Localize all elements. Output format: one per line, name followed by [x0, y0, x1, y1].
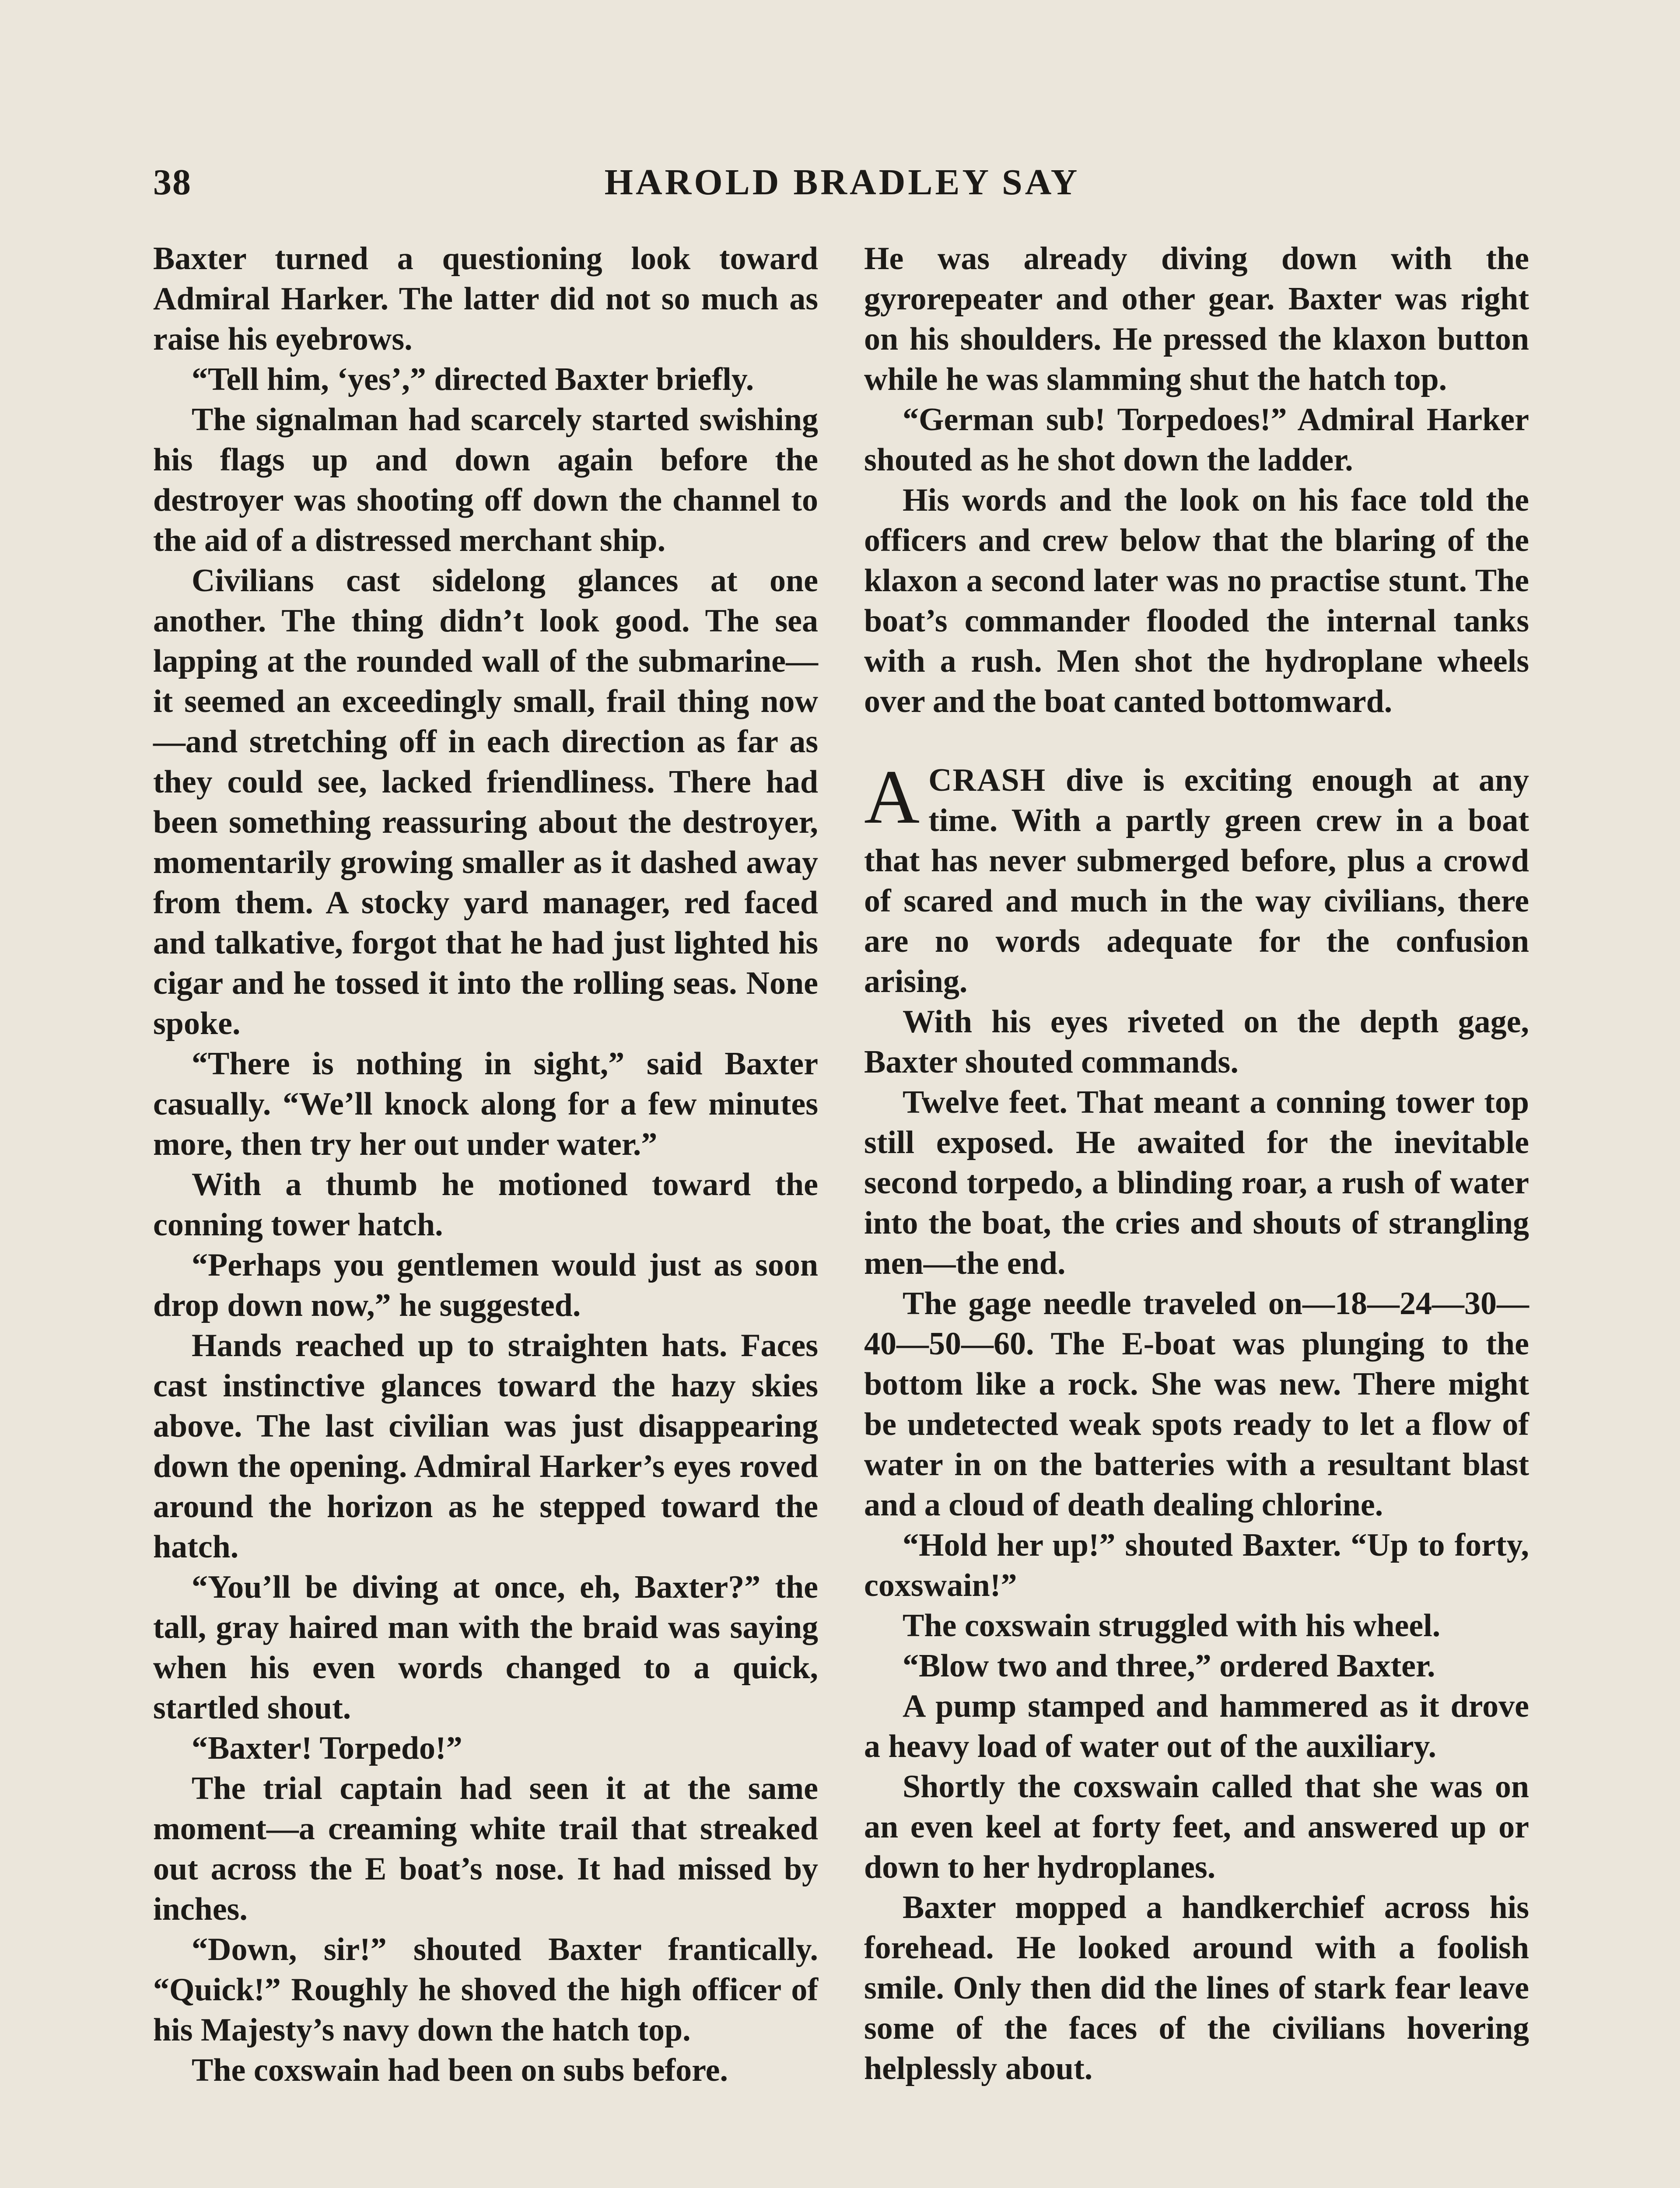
paragraph: “German sub! Torpedoes!” Admiral Harker shouted as he shot down the ladder.: [864, 402, 1529, 478]
page-header: [153, 161, 1531, 209]
section-break: [864, 722, 1529, 760]
paragraph: The coxswain struggled with his wheel.: [903, 1608, 1441, 1644]
paragraph: “Blow two and three,” ordered Baxter.: [903, 1648, 1435, 1684]
paragraph: The trial captain had seen it at the same moment—a creaming white trail that streaked out across the E boat’s nose. It had missed by inches.: [153, 1771, 818, 1927]
paragraph: With his eyes riveted on the depth gage, Baxter shouted commands.: [864, 1004, 1529, 1080]
drop-cap: A: [864, 754, 920, 840]
paragraph: Shortly the coxswain called that she was on an even keel at forty feet, and answered up or down to her hydroplanes.: [864, 1769, 1529, 1885]
paragraph: Twelve feet. That meant a conning tower top still exposed. He awaited for the inevitable second torpedo, a blinding roar, a rush of water into the boat, the cries and shouts of strangling men—the end.: [864, 1084, 1529, 1281]
right-column: [864, 238, 1529, 2089]
paragraph: The coxswain had been on subs before.: [192, 2052, 728, 2088]
paragraph: “Tell him, ‘yes’,” directed Baxter briefly.: [192, 361, 754, 397]
paragraph: “Down, sir!” shouted Baxter frantically. “Quick!” Roughly he shoved the high officer of his Majesty’s navy down the hatch top.: [153, 1932, 818, 2048]
paragraph: “Hold her up!” shouted Baxter. “Up to forty, coxswain!”: [864, 1527, 1529, 1603]
paragraph: Civilians cast sidelong glances at one another. The thing didn’t look good. The sea lapping at the rounded wall of the submarine—it seemed an exceedingly small, frail thing now—and stretching off in each direction as far as they could see, lacked friendliness. There had been something reassuring about the destroyer, momentarily growing smaller as it dashed away from them. A stocky yard manager, red faced and talkative, forgot that he had just lighted his cigar and he tossed it into the rolling seas. None spoke.: [153, 563, 818, 1041]
paragraph: “Baxter! Torpedo!”: [192, 1730, 462, 1766]
section-opening-text: dive is exciting enough at any time. With a partly green crew in a boat that has never submerged before, plus a crowd of scared and much in the way civilians, there are no words adequate for the confusion arising.: [864, 762, 1529, 999]
page-number: 38: [153, 162, 192, 203]
paragraph: A pump stamped and hammered as it drove a heavy load of water out of the auxiliary.: [864, 1688, 1529, 1764]
paragraph: The gage needle traveled on—18—24—30—40—50—60. The E-boat was plunging to the bottom like a rock. She was new. There might be undetected weak spots ready to let a flow of water in on the batteries with a resultant blast and a cloud of death dealing chlorine.: [864, 1286, 1529, 1523]
paragraph: His words and the look on his face told the officers and crew below that the blaring of the klaxon a second later was no practise stunt. The boat’s commander flooded the internal tanks with a rush. Men shot the hydroplane wheels over and the boat canted bottomward.: [864, 482, 1529, 719]
lead-words: CRASH: [928, 762, 1046, 798]
section-opening-paragraph: [864, 754, 1529, 1002]
paragraph: He was already diving down with the gyrorepeater and other gear. Baxter was right on his shoulders. He pressed the klaxon button while he was slamming shut the hatch top.: [864, 241, 1529, 397]
paragraph: The signalman had scarcely started swishing his flags up and down again before the destroyer was shooting off down the channel to the aid of a distressed merchant ship.: [153, 402, 818, 558]
paragraph: “Perhaps you gentlemen would just as soon drop down now,” he suggested.: [153, 1247, 818, 1323]
paragraph: Baxter mopped a handkerchief across his forehead. He looked around with a foolish smile. Only then did the lines of stark fear leave some of the faces of the civilians hovering helplessly about.: [864, 1890, 1529, 2086]
left-column: [153, 238, 818, 2090]
paragraph: “You’ll be diving at once, eh, Baxter?” the tall, gray haired man with the braid was saying when his even words changed to a quick, startled shout.: [153, 1569, 818, 1726]
paragraph: With a thumb he motioned toward the conning tower hatch.: [153, 1167, 818, 1243]
running-title: HAROLD BRADLEY SAY: [604, 162, 1080, 203]
paragraph: Hands reached up to straighten hats. Faces cast instinctive glances toward the hazy skies above. The last civilian was just disappearing down the opening. Admiral Harker’s eyes roved around the horizon as he stepped toward the hatch.: [153, 1328, 818, 1565]
paragraph: “There is nothing in sight,” said Baxter casually. “We’ll knock along for a few minutes more, then try her out under water.”: [153, 1046, 818, 1162]
paragraph: Baxter turned a questioning look toward Admiral Harker. The latter did not so much as raise his eyebrows.: [153, 241, 818, 357]
